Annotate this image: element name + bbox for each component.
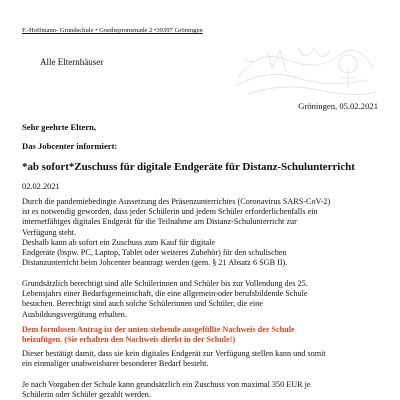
text-line: Distanzunterricht beim Jobcenter beantragt werden (gem. § 21 Absatz 6 SGB II).: [22, 258, 288, 268]
place-date: Gröningen, 05.02.2021: [298, 101, 378, 111]
text-line: ein einmaliger unabweisbarer besonderer Bedarf besteht.: [22, 359, 209, 369]
text-line: besuchen. Berechtigt sind auch solche Schülerinnen und Schüler, die eine: [22, 299, 263, 309]
school-seal-watermark-icon: [228, 38, 378, 102]
sender-letterhead: F.-Hoffmann- Grundschule • Goethepromenade 2 •39397 Gröningen: [22, 27, 203, 34]
text-line: Grundsätzlich berechtigt sind alle Schülerinnen und Schüler bis zur Vollendung des 25.: [22, 279, 308, 288]
salutation: Sehr geehrte Eltern,: [22, 122, 97, 132]
paragraph-pandemic-need: [22, 197, 382, 268]
text-line: Verfügung steht.: [22, 227, 77, 237]
text-line: Deshalb kann ab sofort ein Zuschuss zum Kauf für digitale: [22, 237, 216, 247]
text-line: Lebensjahrs einer Bedarfsgemeinschaft, die eine allgemein-oder berufsbildende Schule: [22, 289, 308, 299]
paragraph-eligibility: [22, 279, 382, 320]
text-line: ist es notwendig geworden, dass jeder Schülerin und jedem Schüler erforderlichenfalls ein: [22, 207, 318, 217]
jobcenter-intro: Das Jobcenter informiert:: [22, 141, 118, 151]
paragraph-subsidy-amount: [22, 380, 382, 400]
document-date: 02.02.2021: [22, 182, 60, 191]
text-line: Je nach Vorgaben der Schule kann grundsätzlich ein Zuschuss von maximal 350 EUR je: [22, 380, 311, 389]
text-line: internetfähiges digitales Endgerät für die Teilnahme am Distanz-Schulunterricht zur: [22, 217, 297, 227]
paragraph-confirmation: [22, 349, 382, 369]
text-line: Endgeräte (bspw. PC, Laptop, Tablet oder weiteres Zubehör) für den schulischen: [22, 248, 287, 258]
text-line: Ausbildungsvergütung erhalten.: [22, 309, 127, 319]
document-headline: *ab sofort*Zuschuss für digitale Endgeräte für Distanz-Schulunterricht: [22, 161, 355, 173]
recipient-line: Alle Elternhäuser: [40, 57, 104, 67]
application-notice: [22, 325, 382, 345]
notice-line: beizufügen. (Sie erhalten den Nachweis direkt in der Schule!): [22, 335, 236, 345]
notice-line: Dem formlosen Antrag ist der unten stehende ausgefüllte Nachweis der Schule: [22, 325, 295, 334]
text-line: Dieser bestätigt damit, dass sie kein digitales Endgerät zur Verfügung stellen kann und somit: [22, 349, 326, 358]
text-line: Durch die pandemiebedingte Aussetzung des Präsenzunterrichtes (Coronavirus SARS-CoV-2): [22, 197, 331, 206]
text-line: Schülerin oder Schüler gezahlt werden.: [22, 390, 151, 400]
